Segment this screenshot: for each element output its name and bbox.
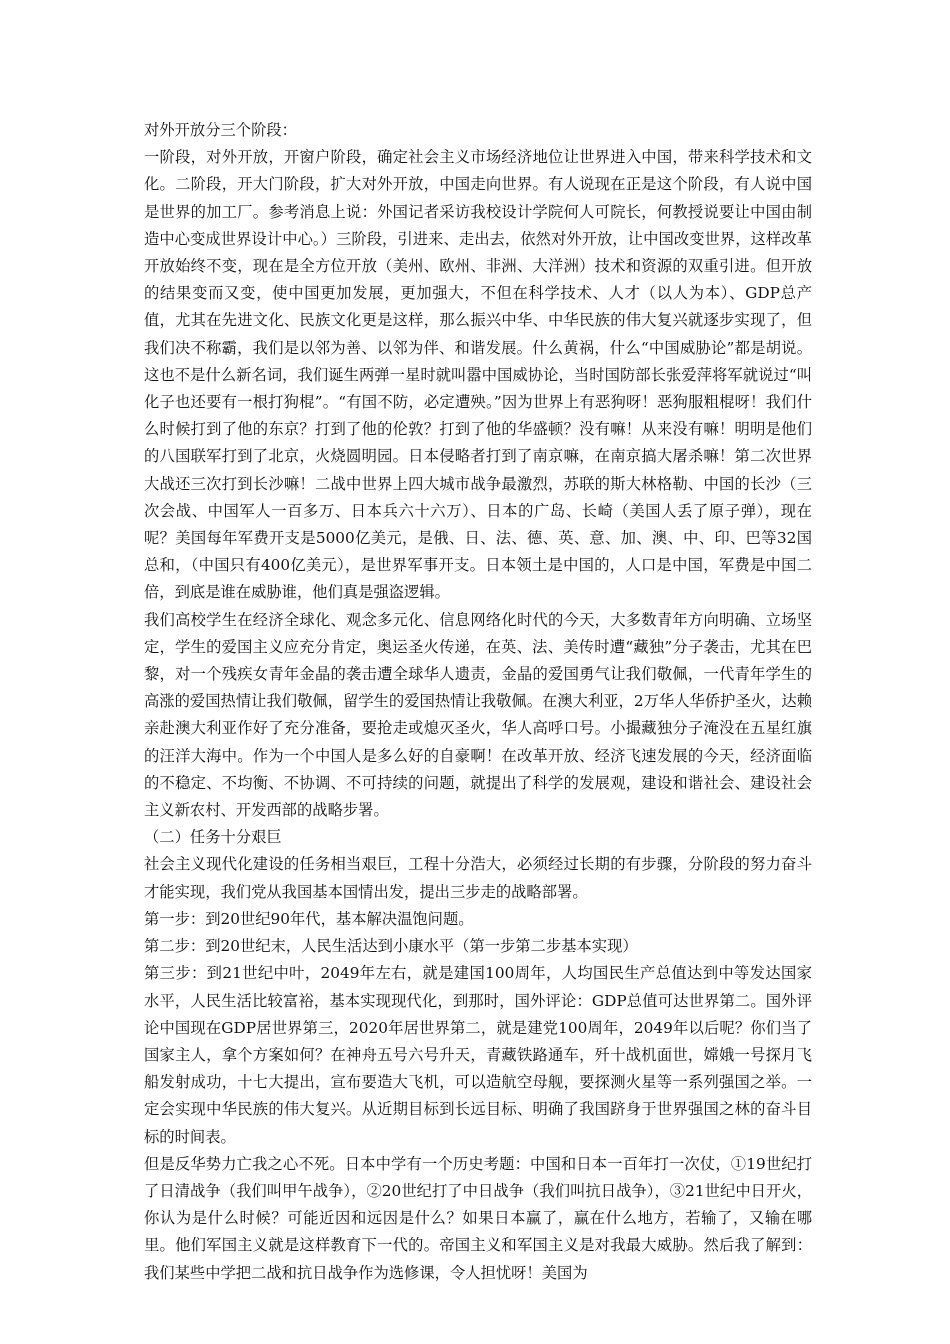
paragraph-modernization: 社会主义现代化建设的任务相当艰巨，工程十分浩大，必须经过长期的有步骤，分阶段的努力奋斗才能实现，我们党从我国基本国情出发，提出三步走的战略部署。: [144, 855, 812, 901]
paragraph-step-one: 第一步：到20世纪90年代，基本解决温饱问题。: [144, 909, 474, 928]
paragraph-step-three: 第三步：到21世纪中叶，2049年左右，就是建国100周年，人均国民生产总值达到中等发达国家水平，人民生活比较富裕，基本实现现代化，到那时，国外评论：GDP总值可达世界第二。国外评论中国现在GDP居世界第三，2020年居世界第二，就是建党100周年，2049年以后呢？你们当了国家主人，拿个方案如何？在神舟五号六号升天，青藏铁路通车，歼十战机面世，嫦娥一号探月飞船发射成功，十七大提出，宣布要造大飞机，可以造航空母舰，要探测火星等一系列强国之举。一定会实现中华民族的伟大复兴。从近期目标到长远目标、明确了我国跻身于世界强国之林的奋斗目标的时间表。: [144, 964, 812, 1146]
paragraph-students-patriotism: 我们高校学生在经济全球化、观念多元化、信息网络化时代的今天，大多数青年方向明确、立场坚定，学生的爱国主义应充分肯定，奥运圣火传递，在英、法、美传时遭“藏独”分子袭击，尤其在巴黎，对一个残疾女青年金晶的袭击遭全球华人遗责，金晶的爱国勇气让我们敬佩，一代青年学生的高涨的爱国热情让我们敬佩，留学生的爱国热情让我敬佩。在澳大利亚，2万华人华侨护圣火，达赖亲赴澳大利亚作好了充分准备，要抢走或熄灭圣火，华人高呼口号。小撮藏独分子淹没在五星红旗的汪洋大海中。作为一个中国人是多么好的自豪啊！在改革开放、经济飞速发展的今天，经济面临的不稳定、不均衡、不协调、不可持续的问题，就提出了科学的发展观，建设和谐社会、建设社会主义新农村、开发西部的战略步署。: [144, 610, 812, 820]
document-body: [144, 117, 812, 1287]
paragraph-opening-stages: 一阶段，对外开放，开窗户阶段，确定社会主义市场经济地位让世界进入中国，带来科学技术和文化。二阶段，开大门阶段，扩大对外开放，中国走向世界。有人说现在正是这个阶段，有人说中国是世界的加工厂。参考消息上说：外国记者采访我校设计学院何人可院长，何教授说要让中国由制造中心变成世界设计中心。）三阶段，引进来、走出去，依然对外开放，让中国改变世界，这样改革开放始终不变，现在是全方位开放（美州、欧州、非洲、大洋洲）技术和资源的双重引进。但开放的结果变而又变，使中国更加发展，更加强大，不但在科学技术、人才（以人为本）、GDP总产值，尤其在先进文化、民族文化更是这样，那么振兴中华、中华民族的伟大复兴就逐步实现了，但我们决不称霸，我们是以邻为善、以邻为伴、和谐发展。什么黄祸，什么“中国威胁论”都是胡说。这也不是什么新名词，我们诞生两弹一星时就叫嚣中国威协论，当时国防部长张爱萍将军就说过“叫化子也还要有一根打狗棍”。“有国不防，必定遭殃。”因为世界上有恶狗呀！恶狗服粗棍呀！我们什么时候打到了他的东京？打到了他的伦敦？打到了他的华盛顿？没有嘛！从来没有嘛！明明是他们的八国联军打到了北京，火烧圆明园。日本侵略者打到了南京嘛，在南京搞大屠杀嘛！第二次世界大战还三次打到长沙嘛！二战中世界上四大城市战争最激烈，苏联的斯大林格勒、中国的长沙（三次会战、中国军人一百多万、日本兵六十六万）、日本的广岛、长崎（美国人丢了原子弹），现在呢？美国每年军费开支是5000亿美元，是俄、日、法、德、英、意、加、澳、中、印、巴等32国总和，（中国只有400亿美元），是世界军事开支。日本领土是中国的，人口是中国，军费是中国二倍，到底是谁在威胁谁，他们真是强盗逻辑。: [144, 148, 812, 602]
section-heading-arduous-task: （二）任务十分艰巨: [144, 828, 282, 847]
section-heading-opening-stages: 对外开放分三个阶段：: [144, 121, 297, 139]
paragraph-step-two: 第二步：到20世纪末，人民生活达到小康水平（第一步第二步基本实现）: [144, 937, 638, 956]
paragraph-anti-china-forces: 但是反华势力亡我之心不死。日本中学有一个历史考题：中国和日本一百年打一次仗，①19世纪打了日清战争（我们叫甲午战争），②20世纪打了中日战争（我们叫抗日战争），③21世纪中日开火，你认为是什么时候？可能近因和远因是什么？如果日本赢了，赢在什么地方，若输了，又输在哪里。他们军国主义就是这样教育下一代的。帝国主义和军国主义是对我最大威胁。然后我了解到：我们某些中学把二战和抗日战争作为选修课，令人担忧呀！美国为: [144, 1154, 812, 1282]
